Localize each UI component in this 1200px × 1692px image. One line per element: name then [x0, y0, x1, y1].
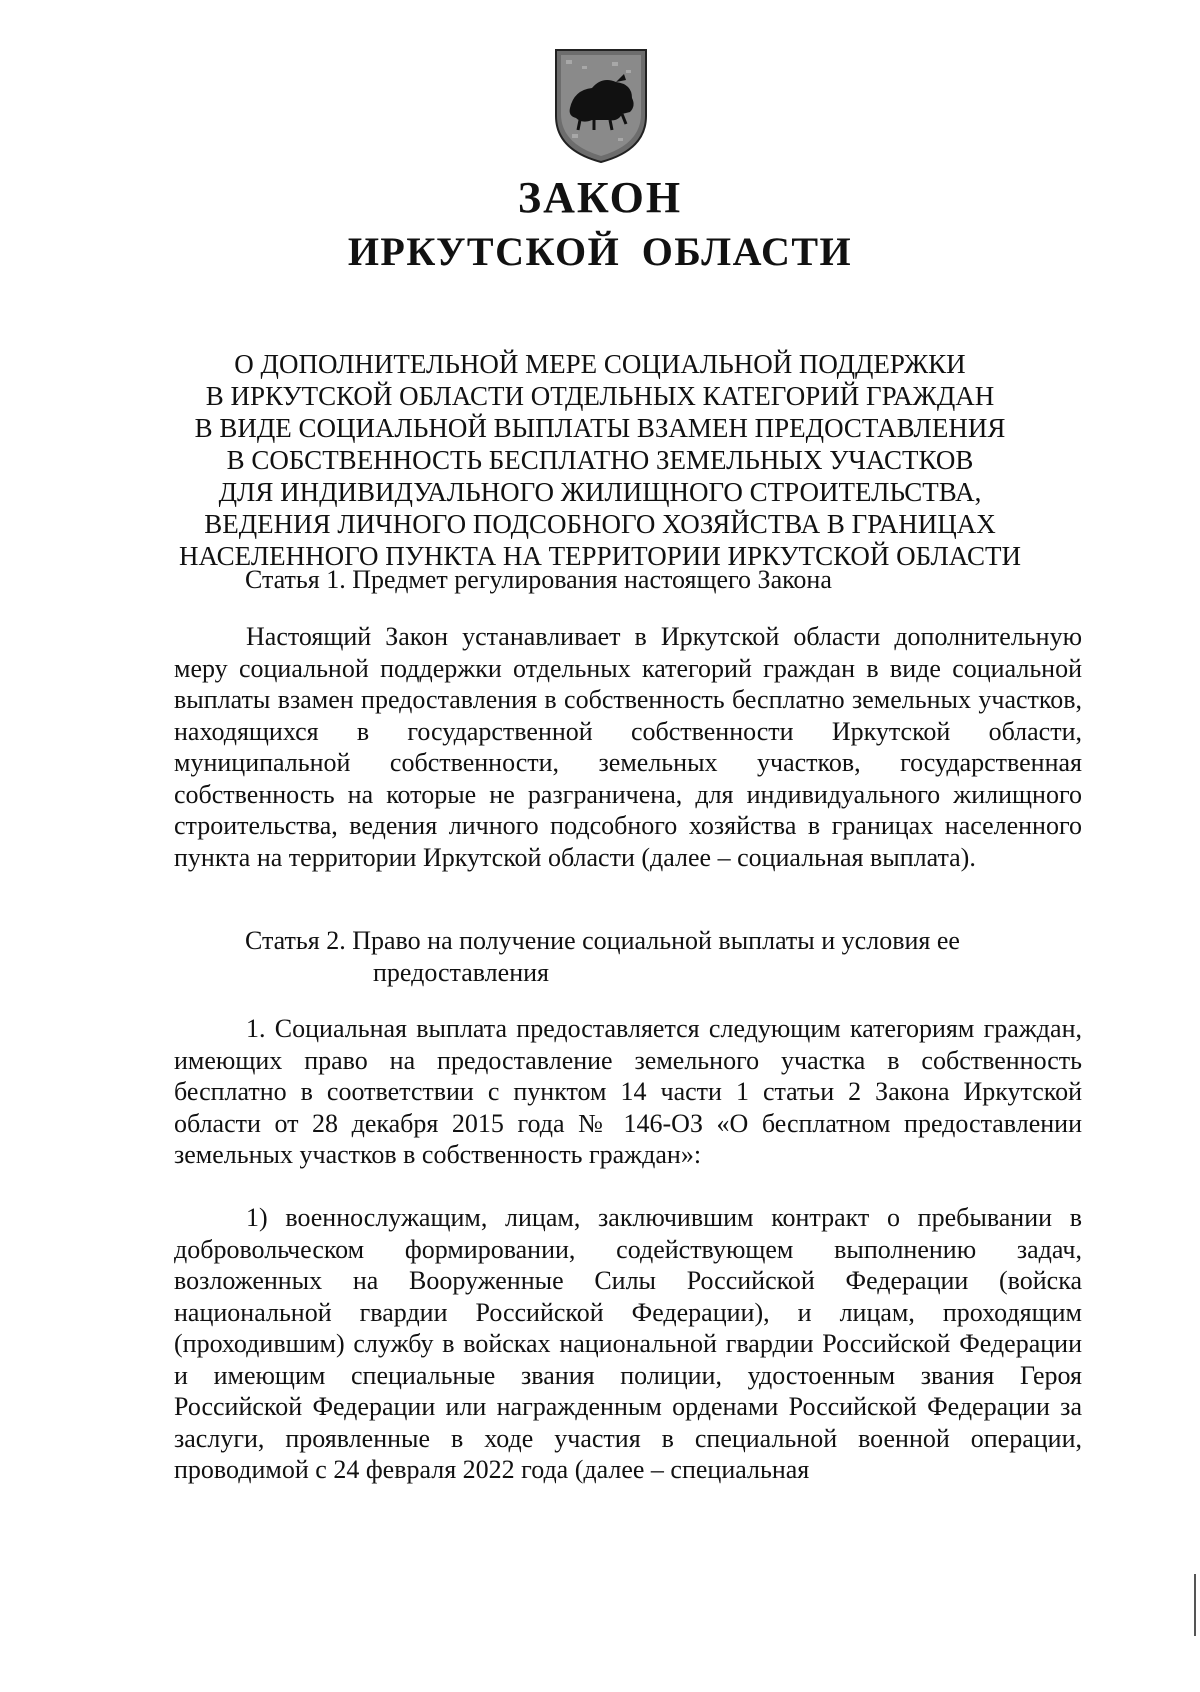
article-2-title-line: Право на получение социальной выплаты и условия ее — [352, 926, 960, 955]
law-title-line: НАСЕЛЕННОГО ПУНКТА НА ТЕРРИТОРИИ ИРКУТСКОЙ ОБЛАСТИ — [179, 541, 1021, 571]
document-title: ЗАКОН — [517, 173, 683, 222]
law-title-line: В СОБСТВЕННОСТЬ БЕСПЛАТНО ЗЕМЕЛЬНЫХ УЧАСТКОВ — [226, 445, 974, 475]
article-2-label: Статья 2. — [245, 926, 346, 955]
law-title-line: В ИРКУТСКОЙ ОБЛАСТИ ОТДЕЛЬНЫХ КАТЕГОРИЙ ГРАЖДАН — [205, 381, 995, 411]
article-2-paragraph-1: 1. Социальная выплата предоставляется следующим категориям граждан, имеющих право на предоставление земельного участка в собственность бесплатно в соответствии с пунктом 14 части 1 статьи 2 Закона Иркутской области от 28 декабря 2015 года № 146-ОЗ «О бесплатном предоставлении земельных участков в собственность граждан»: — [174, 1014, 1082, 1169]
article-2-item-1: 1) военнослужащим, лицам, заключившим контракт о пребывании в добровольческом формировании, содействующем выполнению задач, возложенных на Вооруженные Силы Российской Федерации (войска национальной гвардии Российской Федерации), и лицам, проходящим (проходившим) службу в войсках национальной гвардии Российской Федерации и имеющим специальные звания полиции, удостоенным звания Героя Российской Федерации или награжденным орденами Российской Федерации за заслуги, проявленные в ходе участия в специальной военной операции, проводимой с 24 февраля 2022 года (далее – специальная — [174, 1203, 1082, 1484]
law-title-line: ВЕДЕНИЯ ЛИЧНОГО ПОДСОБНОГО ХОЗЯЙСТВА В ГРАНИЦАХ — [204, 509, 996, 539]
law-title — [150, 348, 1050, 572]
article-1-title: Статья 1. Предмет регулирования настоящего Закона — [245, 565, 832, 594]
law-title-line: О ДОПОЛНИТЕЛЬНОЙ МЕРЕ СОЦИАЛЬНОЙ ПОДДЕРЖКИ — [234, 349, 966, 379]
article-1-text: Настоящий Закон устанавливает в Иркутской области дополнительную меру социальной поддержки отдельных категорий граждан в виде социальной выплаты взамен предоставления в собственность бесплатно земельных участков, находящихся в государственной собственности Иркутской области, муниципальной собственности, земельных участков, государственная собственность на которые не разграничена, для индивидуального жилищного строительства, ведения личного подсобного хозяйства в границах населенного пункта на территории Иркутской области (далее – социальная выплата). — [174, 622, 1082, 872]
margin-mark — [1194, 1574, 1196, 1636]
coat-of-arms-icon — [552, 46, 650, 164]
law-title-line: В ВИДЕ СОЦИАЛЬНОЙ ВЫПЛАТЫ ВЗАМЕН ПРЕДОСТАВЛЕНИЯ — [194, 413, 1006, 443]
document-subtitle: ИРКУТСКОЙ ОБЛАСТИ — [347, 229, 853, 274]
article-2-title — [245, 925, 1085, 988]
law-title-line: ДЛЯ ИНДИВИДУАЛЬНОГО ЖИЛИЩНОГО СТРОИТЕЛЬСТВА, — [218, 477, 982, 507]
article-2-title-line: предоставления — [373, 957, 549, 987]
